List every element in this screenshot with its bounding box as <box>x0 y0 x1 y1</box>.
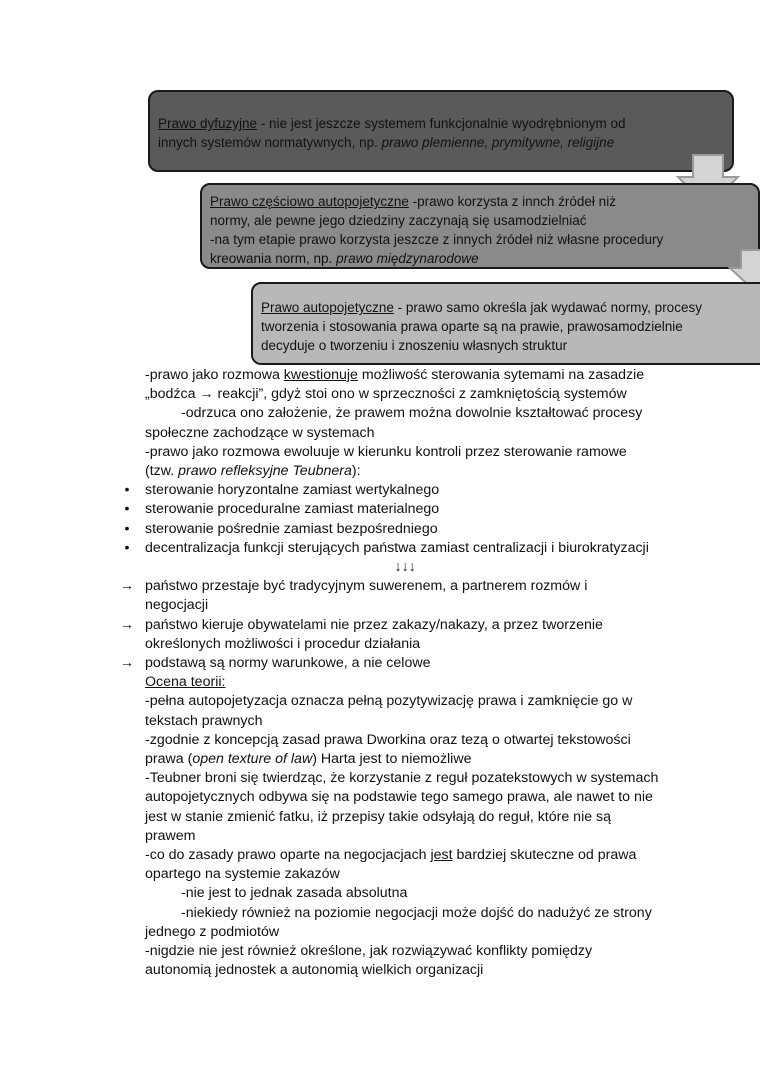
box1-text2: innych systemów normatywnych, np. <box>158 135 382 150</box>
box1-text: - nie jest jeszcze systemem funkcjonalnie wyodrębnionym od <box>257 116 626 131</box>
box3-text: - prawo samo określa jak wydawać normy, procesy <box>393 300 702 315</box>
list-item-text: państwo kieruje obywatelami nie przez zakazy/nakazy, a przez tworzenie <box>145 616 603 633</box>
right-arrow-icon: → <box>199 386 214 403</box>
paragraph-line: -Teubner broni się twierdząc, że korzystanie z reguł pozatekstowych w systemach <box>145 770 659 787</box>
text: możliwość sterowania sytemami na zasadzie <box>357 367 645 383</box>
list-item <box>119 616 665 635</box>
list-item-text: sterowanie horyzontalne zamiast wertykalnego <box>145 482 440 499</box>
box3-line3: decyduje o tworzeniu i znoszeniu własnych struktur <box>261 338 568 353</box>
list-item-text: decentralizacja funkcji sterujących państwa zamiast centralizacji i biurokratyzacji <box>145 539 649 556</box>
bullet-icon: • <box>124 539 130 556</box>
box2-line4: kreowania norm, np. <box>210 251 337 266</box>
paragraph-line: prawem <box>145 827 196 844</box>
list-item-continuation: określonych możliwości i procedur działania <box>145 635 421 652</box>
text: -prawo jako rozmowa <box>145 367 284 383</box>
paragraph-line: jest w stanie zmienić fatku, iż przepisy takie odsyłają do reguł, które nie są <box>145 808 612 825</box>
box1-examples: prawo plemienne, prymitywne, religijne <box>381 135 615 150</box>
section-heading: Ocena teorii: <box>145 674 226 691</box>
bullet-icon: • <box>124 482 130 499</box>
list-item-text: podstawą są normy warunkowe, a nie celowe <box>145 655 431 672</box>
text: bardziej skuteczne od prawa <box>452 847 637 864</box>
list-item <box>124 500 665 519</box>
term-partial-autopoietic: Prawo częściowo autopojetyczne <box>210 194 409 209</box>
paragraph-line: jednego z podmiotów <box>145 923 280 940</box>
list-item <box>124 539 665 558</box>
list-item-continuation: negocjacji <box>145 597 209 614</box>
down-arrows-icon: ↓↓↓ <box>394 559 416 576</box>
italic-term: prawo refleksyjne Teubnera <box>178 463 352 480</box>
text: ) Harta jest to niemożliwe <box>312 751 472 768</box>
box2-text: -prawo korzysta z innch źródeł niż <box>408 194 616 209</box>
paragraph-line: -nie jest to jednak zasada absolutna <box>181 885 408 902</box>
stage-box-diffuse-law <box>148 90 734 172</box>
text: prawa ( <box>145 751 193 768</box>
stage-box-partial-autopoietic <box>200 183 760 269</box>
right-arrow-icon: → <box>119 578 135 595</box>
paragraph-line: opartego na systemie zakazów <box>145 866 340 883</box>
list-item <box>124 520 665 539</box>
paragraph-line: -niekiedy również na poziomie negocjacji może dojść do nadużyć ze strony <box>181 904 652 921</box>
bullet-icon: • <box>124 520 130 537</box>
stage-box-autopoietic <box>251 282 760 365</box>
paragraph-line: -odrzuca ono założenie, że prawem można dowolnie kształtować procesy <box>181 405 643 422</box>
list-item <box>119 654 665 673</box>
paragraph-line: autopojetycznych odbywa się na podstawie tego samego prawa, ale nawet to nie <box>145 789 653 806</box>
bullet-icon: • <box>124 501 130 518</box>
term-autopoietic: Prawo autopojetyczne <box>261 300 394 315</box>
list-item <box>124 481 665 500</box>
text: reakcji”, gdyż stoi ono w sprzeczności z zamkniętością systemów <box>213 386 627 403</box>
underlined-word: kwestionuje <box>283 367 358 383</box>
italic-term: open texture of law <box>192 751 313 768</box>
right-arrow-icon: → <box>119 655 135 672</box>
list-item-text: państwo przestaje być tradycyjnym suwerenem, a partnerem rozmów i <box>145 578 588 595</box>
list-item-text: sterowanie pośrednie zamiast bezpośredniego <box>145 520 438 537</box>
text: „bodźca <box>145 386 200 403</box>
text: ): <box>351 463 361 480</box>
text: (tzw. <box>145 463 179 480</box>
underlined-word: jest <box>430 847 453 864</box>
paragraph-line: społeczne zachodzące w systemach <box>145 424 375 441</box>
box2-example: prawo międzynarodowe <box>336 251 479 266</box>
term-diffuse-law: Prawo dyfuzyjne <box>158 116 258 131</box>
document-body <box>119 366 665 981</box>
paragraph-line: tekstach prawnych <box>145 712 263 729</box>
box2-line3: -na tym etapie prawo korzysta jeszcze z innych źródeł niż własne procedury <box>210 232 664 247</box>
box3-line2: tworzenia i stosowania prawa oparte są na prawie, prawosamodzielnie <box>261 319 683 334</box>
paragraph-line: autonomią jednostek a autonomią wielkich organizacji <box>145 962 484 979</box>
box2-line2: normy, ale pewne jego dziedziny zaczynają się usamodzielniać <box>210 213 587 228</box>
text: -co do zasady prawo oparte na negocjacjach <box>145 847 431 864</box>
right-arrow-icon: → <box>119 616 135 633</box>
list-item <box>119 577 665 596</box>
list-item-text: sterowanie proceduralne zamiast materialnego <box>145 501 440 518</box>
paragraph-line: -prawo jako rozmowa ewoluuje w kierunku kontroli przez sterowanie ramowe <box>145 443 627 460</box>
paragraph-line: -pełna autopojetyzacja oznacza pełną pozytywizację prawa i zamknięcie go w <box>145 693 633 710</box>
paragraph-line: -nigdzie nie jest również określone, jak rozwiązywać konflikty pomiędzy <box>145 943 593 960</box>
paragraph-line: -zgodnie z koncepcją zasad prawa Dworkina oraz tezą o otwartej tekstowości <box>145 731 631 748</box>
